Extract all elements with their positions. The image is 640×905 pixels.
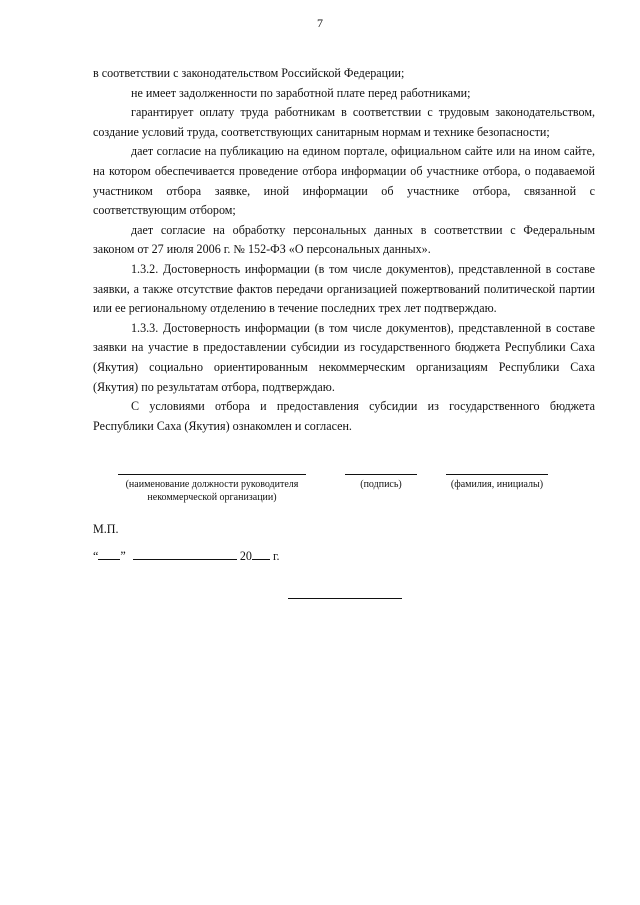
- name-caption: (фамилия, инициалы): [450, 479, 544, 490]
- paragraph: в соответствии с законодательством Российской Федерации;: [93, 66, 405, 80]
- position-line: [118, 474, 306, 475]
- paragraph: 1.3.2. Достоверность информации (в том числе документов), представленной в составе заявки, а также отсутствие фактов передачи организацией пожертвований политической партии или ее региональному отделению в течение последних трех лет подтверждаю.: [93, 261, 595, 316]
- paragraph: не имеет задолженности по заработной плате перед работниками;: [131, 85, 471, 100]
- signature-caption: (подпись): [360, 479, 402, 490]
- day-blank: [98, 549, 120, 560]
- date-open-quote: “: [93, 549, 99, 563]
- year-suffix: г.: [272, 549, 280, 563]
- page-number: 7: [317, 16, 323, 30]
- paragraph: дает согласие на обработку персональных данных в соответствии с Федеральным законом от 27 июля 2006 г. № 152-ФЗ «О персональных данных».: [93, 222, 595, 257]
- name-field: [446, 474, 548, 491]
- end-divider: [288, 598, 402, 599]
- paragraph: 1.3.3. Достоверность информации (в том числе документов), представленной в составе заявки на участие в предоставлении субсидии из государственного бюджета Республики Саха (Якутия) социально ориентированным некоммерческим организациям Республики Саха (Якутия) по результатам отбора, подтверждаю.: [93, 320, 595, 394]
- position-caption: (наименование должности руководителя некоммерческой организации): [125, 479, 299, 503]
- signature-line: [345, 474, 417, 475]
- date-close-quote: ”: [120, 549, 126, 563]
- document-body: [93, 64, 595, 436]
- signature-block: [0, 474, 640, 524]
- name-line: [446, 474, 548, 475]
- paragraph: дает согласие на публикацию на едином портале, официальном сайте или на ином сайте, на котором обеспечивается проведение отбора информации об участнике отбора, о подаваемой участником отбора заявке, иной информации об участнике отбора, связанной с соответствующим отбором;: [93, 144, 595, 218]
- seal-label: М.П.: [93, 522, 119, 536]
- year-blank: [252, 549, 270, 560]
- signature-field: [345, 474, 417, 491]
- paragraph: гарантирует оплату труда работникам в соответствии с трудовым законодательством, создание условий труда, соответствующих санитарным нормам и технике безопасности;: [93, 105, 595, 139]
- month-blank: [133, 549, 237, 560]
- date-line: [93, 549, 280, 564]
- year-prefix: 20: [239, 549, 252, 563]
- paragraph: С условиями отбора и предоставления субсидии из государственного бюджета Республики Саха (Якутия) ознакомлен и согласен.: [93, 399, 595, 433]
- position-field: [118, 474, 306, 504]
